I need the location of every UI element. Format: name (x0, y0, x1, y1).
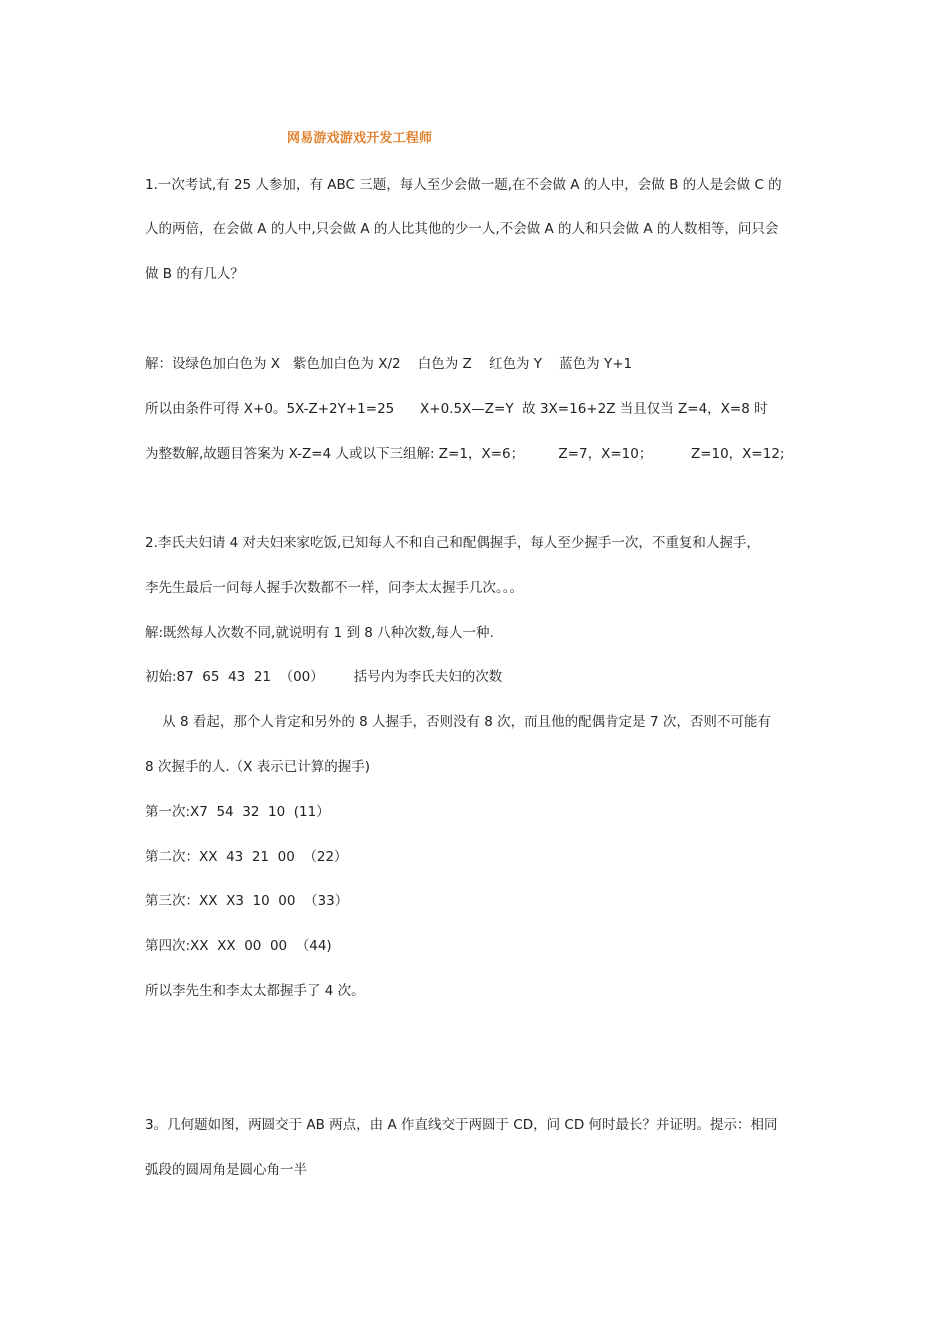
q2-line-2: 李先生最后一问每人握手次数都不一样，问李太太握手几次。。。 (145, 580, 523, 596)
q2-solution-line-4: 8 次握手的人.（X 表示已计算的握手) (145, 759, 370, 775)
q2-step-3: 第三次：XX X3 10 00 （33） (145, 893, 349, 909)
q2-line-1: 2.李氏夫妇请 4 对夫妇来家吃饭,已知每人不和自己和配偶握手，每人至少握手一次，不重复和人握手， (145, 535, 760, 551)
q3-line-2: 弧段的圆周角是圆心角一半 (145, 1162, 307, 1178)
q2-step-4: 第四次:XX XX 00 00 （44) (145, 938, 332, 954)
q1-solution-line-1: 解：设绿色加白色为 X 紫色加白色为 X/2 白色为 Z 红色为 Y 蓝色为 Y+1 (145, 356, 633, 372)
q2-conclusion: 所以李先生和李太太都握手了 4 次。 (145, 983, 365, 999)
q1-line-1: 1.一次考试,有 25 人参加，有 ABC 三题，每人至少会做一题,在不会做 A 的人中，会做 B 的人是会做 C 的 (145, 177, 782, 193)
q2-solution-line-1: 解:既然每人次数不同,就说明有 1 到 8 八种次数,每人一种. (145, 625, 494, 641)
q1-line-3: 做 B 的有几人？ (145, 266, 244, 282)
q2-solution-line-3: 从 8 看起，那个人肯定和另外的 8 人握手，否则没有 8 次，而且他的配偶肯定是 7 次，否则不可能有 (145, 714, 771, 730)
q1-solution-line-2: 所以由条件可得 X+0。5X-Z+2Y+1=25 X+0.5X—Z=Y 故 3X=16+2Z 当且仅当 Z=4，X=8 时 (145, 401, 768, 417)
document-title: 网易游戏游戏开发工程师 (287, 131, 433, 146)
q1-line-2: 人的两倍，在会做 A 的人中,只会做 A 的人比其他的少一人,不会做 A 的人和只会做 A 的人数相等，问只会 (145, 221, 779, 237)
q2-solution-line-2: 初始:87 65 43 21 （00） 括号内为李氏夫妇的次数 (145, 669, 503, 685)
q3-line-1: 3。几何题如图，两圆交于 AB 两点，由 A 作直线交于两圆于 CD，问 CD 何时最长？并证明。提示：相同 (145, 1117, 778, 1133)
q2-step-1: 第一次:X7 54 32 10 (11） (145, 804, 330, 820)
q1-solution-line-3: 为整数解,故题目答案为 X-Z=4 人或以下三组解: Z=1，X=6； Z=7，X=10； Z=10，X=12; (145, 446, 785, 462)
q2-step-2: 第二次：XX 43 21 00 （22） (145, 849, 348, 865)
